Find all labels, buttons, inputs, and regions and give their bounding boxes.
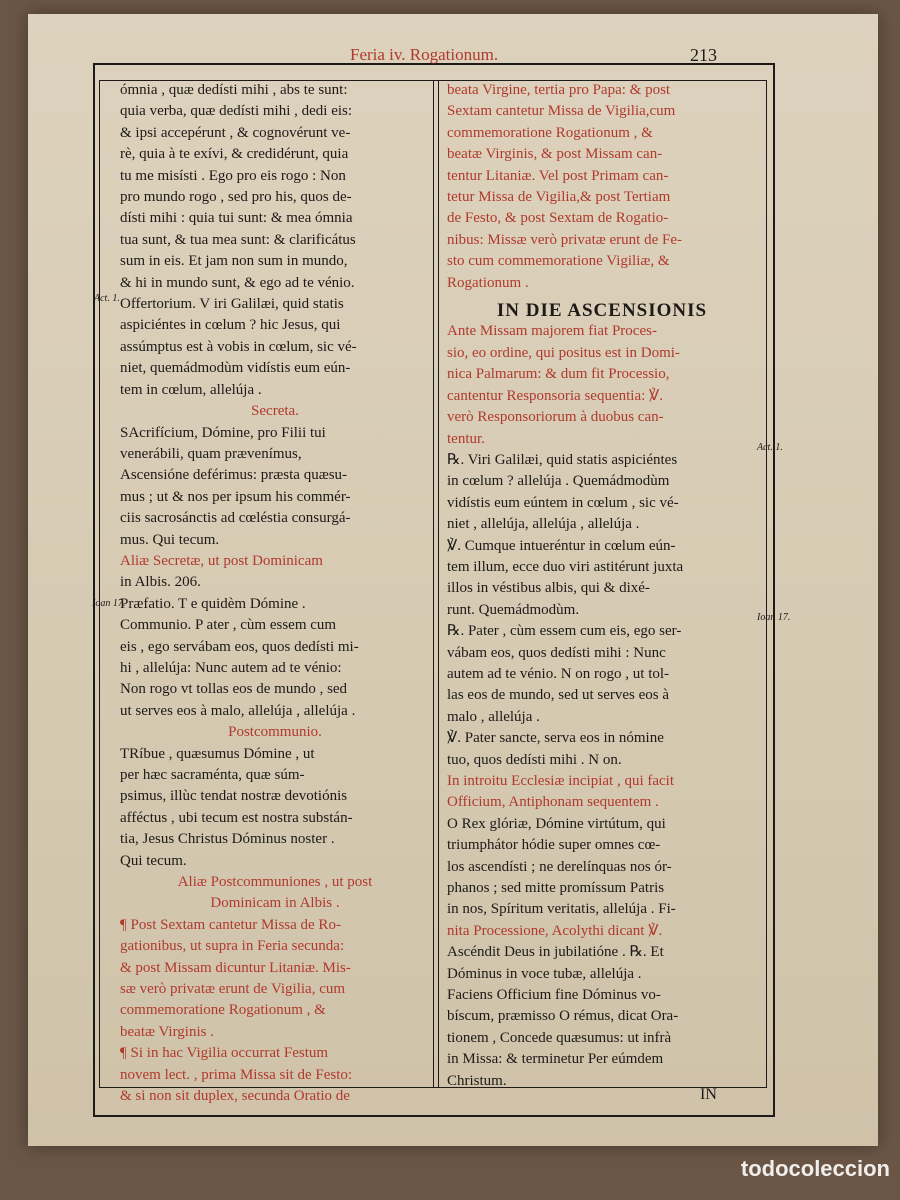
text-line: Secreta. <box>251 403 299 420</box>
text-line: ciis sacrosánctis ad cœléstia consurgá- <box>120 510 351 527</box>
text-line: in Missa: & terminetur Per eúmdem <box>447 1051 664 1068</box>
text-line: Offertorium. V iri Galilæi, quid statis <box>120 296 344 313</box>
text-line: pro mundo rogo , sed pro his, quos de- <box>120 189 352 206</box>
text-line: ¶ Si in hac Vigilia occurrat Festum <box>120 1045 329 1062</box>
text-line: & ipsi accepérunt , & cognovérunt ve- <box>120 124 351 141</box>
text-line: Qui tecum. <box>120 852 187 869</box>
text-line: vábam eos, quos dedísti mihi : Nunc <box>447 644 666 661</box>
text-line: ℞. Viri Galilæi, quid statis aspiciéntes <box>447 451 678 468</box>
text-line: in cœlum ? allelúja . Quemádmodùm <box>447 473 670 490</box>
text-line: in Albis. 206. <box>120 574 201 591</box>
text-line: sto cum commemoratione Vigiliæ, & <box>447 253 670 270</box>
margin-note-ioan: Ioan 17. <box>92 598 126 609</box>
text-line: de Festo, & post Sextam de Rogatio- <box>447 210 669 227</box>
text-line: triumphátor hódie super omnes cœ- <box>447 837 661 854</box>
text-line: Faciens Officium fine Dóminus vo- <box>447 987 661 1004</box>
text-line: dísti mihi : quia tui sunt: & mea ómnia <box>120 210 353 227</box>
text-line: Sextam cantetur Missa de Vigilia,cum <box>447 103 676 120</box>
text-line: afféctus , ubi tecum est nostra substán- <box>120 809 353 826</box>
catchword: IN <box>700 1086 717 1103</box>
text-line: Præfatio. T e quidèm Dómine . <box>120 595 306 612</box>
text-line: assúmptus est à vobis in cœlum, sic vé- <box>120 338 357 355</box>
text-line: vidístis eum eúntem in cœlum , sic vé- <box>447 494 679 511</box>
text-line: malo , allelúja . <box>447 708 540 725</box>
running-header: Feria iv. Rogationum. <box>350 45 499 64</box>
text-line: tentur. <box>447 430 485 447</box>
page-number: 213 <box>690 45 717 65</box>
text-line: Dóminus in voce tubæ, allelúja . <box>447 965 642 982</box>
text-line: sæ verò privatæ erunt de Vigilia, cum <box>120 981 346 998</box>
text-line: Ascensióne deférimus: præsta quæsu- <box>120 467 348 484</box>
text-line: nita Processione, Acolythi dicant ℣. <box>447 922 663 939</box>
text-line: commemoratione Rogationum , & <box>120 1002 326 1019</box>
text-line: ℣. Pater sancte, serva eos in nómine <box>447 730 664 747</box>
text-line: Christum. <box>447 1072 507 1089</box>
text-line: illos in véstibus albis, qui & dixé- <box>447 580 650 597</box>
text-line: Officium, Antiphonam sequentem . <box>447 794 659 811</box>
text-line: & si non sit duplex, secunda Oratio de <box>120 1088 350 1105</box>
text-line: in nos, Spíritum veritatis, allelúja . Fi- <box>447 901 676 918</box>
margin-note-ioan-right: Ioan 17. <box>757 612 791 623</box>
text-line: & hi in mundo sunt, & ego ad te vénio. <box>120 274 355 291</box>
section-title: IN DIE ASCENSIONIS <box>496 300 708 322</box>
text-line: per hæc sacraménta, quæ súm- <box>120 767 305 783</box>
text-line: tia, Jesus Christus Dóminus noster . <box>120 831 335 848</box>
text-line: & post Missam dicuntur Litaniæ. Mis- <box>120 959 351 976</box>
text-line: hi , allelúja: Nunc autem ad te vénio: <box>120 659 342 676</box>
text-line: tu me misísti . Ego pro eis rogo : Non <box>120 167 346 184</box>
column-rule <box>438 80 439 1088</box>
text-line: Non rogo vt tollas eos de mundo , sed <box>120 681 348 698</box>
text-line: tem illum, ecce duo viri astitérunt juxta <box>447 558 684 575</box>
text-line: quia verba, quæ dedísti mihi , dedi eis: <box>120 103 353 120</box>
text-line: Communio. P ater , cùm essem cum <box>120 617 337 634</box>
text-line: tua sunt, & tua mea sunt: & clarificátus <box>120 231 356 248</box>
text-line: venerábili, quam prævenímus, <box>120 445 302 462</box>
text-line: SAcrifícium, Dómine, pro Filii tui <box>120 424 326 441</box>
text-line: phanos ; sed mitte promíssum Patris <box>447 880 665 897</box>
text-line: Ascéndit Deus in jubilatióne . ℞. Et <box>447 944 664 961</box>
text-line: mus. Qui tecum. <box>120 531 220 548</box>
text-line: beata Virgine, tertia pro Papa: & post <box>447 82 671 98</box>
text-line: sum in eis. Et jam non sum in mundo, <box>120 253 348 270</box>
text-line: tetur Missa de Vigilia,& post Tertiam <box>447 189 671 206</box>
right-column <box>447 80 757 1092</box>
text-line: ut serves eos à malo, allelúja , allelúja . <box>120 702 356 719</box>
column-rule <box>433 80 434 1088</box>
text-line: niet , allelúja, allelúja , allelúja . <box>447 516 640 533</box>
left-column <box>120 80 430 1108</box>
text-line: autem ad te vénio. N on rogo , ut tol- <box>447 665 670 682</box>
text-line: tuo, quos dedísti mihi . N on. <box>447 751 622 768</box>
text-line: tentur Litaniæ. Vel post Primam can- <box>447 167 669 184</box>
margin-note-act-right: Act. 1. <box>757 442 783 453</box>
text-line: beatæ Virginis . <box>120 1023 214 1040</box>
text-line: Postcommunio. <box>228 724 322 741</box>
text-line: aspiciéntes in cœlum ? hic Jesus, qui <box>120 317 341 334</box>
text-line: runt. Quemádmodùm. <box>447 601 580 618</box>
text-line: Ante Missam majorem fiat Proces- <box>447 323 657 340</box>
text-line: O Rex glóriæ, Dómine virtútum, qui <box>447 815 666 832</box>
text-line: mus ; ut & nos per ipsum his commér- <box>120 488 351 505</box>
text-line: ¶ Post Sextam cantetur Missa de Ro- <box>120 916 341 933</box>
text-line: Aliæ Secretæ, ut post Dominicam <box>120 552 323 569</box>
text-line: commemoratione Rogationum , & <box>447 124 653 141</box>
text-line: beatæ Virginis, & post Missam can- <box>447 146 663 163</box>
text-line: Dominicam in Albis . <box>210 895 340 912</box>
text-line: rè, quia à te exívi, & credidérunt, quia <box>120 146 349 163</box>
text-line: verò Responsoriorum à duobus can- <box>447 409 664 426</box>
text-line: tionem , Concede quæsumus: ut infrà <box>447 1029 672 1046</box>
text-line: ℣. Cumque intueréntur in cœlum eún- <box>447 537 676 554</box>
text-line: cantentur Responsoria sequentia: ℣. <box>447 387 664 404</box>
text-line: eis , ego servábam eos, quos dedísti mi- <box>120 638 359 655</box>
text-line: gationibus, ut supra in Feria secunda: <box>120 938 345 955</box>
text-line: bíscum, præmisso O rémus, dicat Ora- <box>447 1008 679 1025</box>
text-line: Aliæ Postcommuniones , ut post <box>177 874 373 891</box>
text-line: sio, eo ordine, qui positus est in Domi- <box>447 344 680 361</box>
text-line: psimus, illùc tendat nostræ devotiónis <box>120 788 348 805</box>
text-line: ℞. Pater , cùm essem cum eis, ego ser- <box>447 623 682 640</box>
text-line: los ascendísti ; ne derelínquas nos ór- <box>447 858 672 875</box>
text-line: ómnia , quæ dedísti mihi , abs te sunt: <box>120 82 348 98</box>
text-line: Rogationum . <box>447 274 529 291</box>
text-line: niet, quemádmodùm vidístis eum eún- <box>120 360 351 377</box>
text-line: TRíbue , quæsumus Dómine , ut <box>120 745 315 762</box>
margin-note-act: Act. 1. <box>94 293 120 304</box>
text-line: novem lect. , prima Missa sit de Festo: <box>120 1066 353 1083</box>
text-line: In introitu Ecclesiæ incipiat , qui facit <box>447 773 675 789</box>
text-line: tem in cœlum, allelúja . <box>120 381 262 398</box>
text-line: nibus: Missæ verò privatæ erunt de Fe- <box>447 231 682 248</box>
watermark-logo: todocoleccion <box>740 1156 890 1181</box>
text-line: las eos de mundo, sed ut serves eos à <box>447 687 670 704</box>
text-line: nica Palmarum: & dum fit Processio, <box>447 366 670 383</box>
